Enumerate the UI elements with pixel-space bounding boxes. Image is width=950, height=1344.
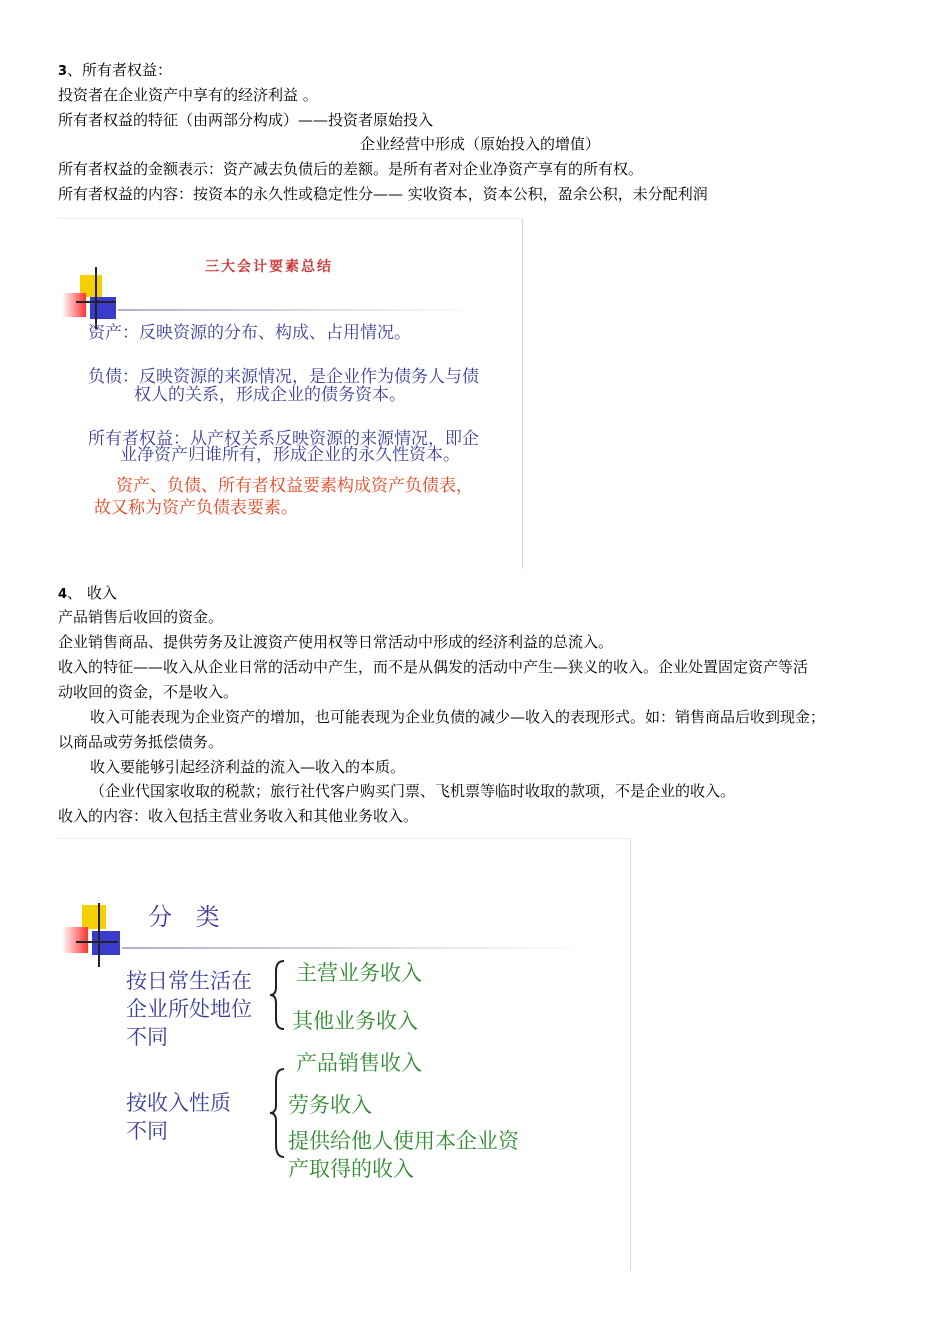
group1-label-line-2: 企业所处地位 [126,997,252,1021]
section3-number: 3 [58,64,68,79]
section4-line-7: 收入要能够引起经济利益的流入—收入的本质。 [90,758,406,776]
section3-line-4: 所有者权益的金额表示：资产减去负债后的差额。是所有者对企业净资产享有的所有权。 [58,160,644,178]
section4-line-1: 产品销售后收回的资金。 [58,608,224,626]
group1-label-line-1: 按日常生活在 [126,969,252,993]
group2-item-1: 产品销售收入 [296,1051,422,1075]
slide-title: 分 类 [148,903,228,931]
group2-label-line-2: 不同 [126,1119,168,1143]
section3-line-1: 投资者在企业资产中享有的经济利益 。 [58,86,318,104]
liability-text-1: 负债：反映资源的来源情况，是企业作为债务人与债 [88,367,479,387]
summary-text-1: 资产、负债、所有者权益要素构成资产负债表， [116,476,473,496]
slide-title-rule [122,947,592,949]
liability-text-2: 权人的关系，形成企业的债务资本。 [134,385,406,405]
section4-heading [58,583,117,605]
section3-heading [58,60,172,82]
section4-line-9: 收入的内容：收入包括主营业务收入和其他业务收入。 [58,807,419,825]
section3-line-5: 所有者权益的内容：按资本的永久性或稳定性分—— 实收资本，资本公积，盈余公积，未分配利润 [58,185,708,203]
equity-text-1: 所有者权益：从产权关系反映资源的来源情况，即企 [88,429,479,449]
slide-title-rule [118,309,478,311]
section3-line-3: 企业经营中形成（原始投入的增值） [360,135,601,153]
section4-line-3: 收入的特征——收入从企业日常的活动中产生，而不是从偶发的活动中产生—狭义的收入。企业处置固定资产等活 [58,658,809,676]
section3-title: 、所有者权益： [67,61,173,79]
slide-decoration-icon [62,905,126,969]
equity-text-2: 业净资产归谁所有，形成企业的永久性资本。 [120,445,460,465]
section4-number: 4 [58,587,68,602]
group1-brace-icon [268,959,288,1031]
section4-line-4: 动收回的资金，不是收入。 [58,683,239,701]
section4-line-6: 以商品或劳务抵偿债务。 [58,733,224,751]
group2-label-line-1: 按收入性质 [126,1091,231,1115]
slide-decoration-icon [62,267,122,327]
section4-title: 、 收入 [67,584,117,602]
group2-item-4: 产取得的收入 [288,1157,414,1181]
group2-brace-icon [268,1067,288,1159]
group1-item-1: 主营业务收入 [296,961,422,985]
group1-item-2: 其他业务收入 [292,1009,418,1033]
asset-text: 资产：反映资源的分布、构成、占用情况。 [88,323,411,343]
section3-line-2: 所有者权益的特征（由两部分构成）——投资者原始投入 [58,111,434,129]
slide-classification [58,838,631,1271]
group1-label [126,967,252,1051]
group2-label [126,1089,231,1145]
group1-label-line-3: 不同 [126,1025,168,1049]
summary-text-2: 故又称为资产负债表要素。 [94,498,298,518]
section4-line-2: 企业销售商品、提供劳务及让渡资产使用权等日常活动中形成的经济利益的总流入。 [58,633,614,651]
slide-summary [58,218,523,569]
group2-item-3: 提供给他人使用本企业资 [288,1129,519,1153]
group2-item-2: 劳务收入 [288,1093,372,1117]
slide-title: 三大会计要素总结 [205,259,333,275]
section4-line-8: （企业代国家收取的税款；旅行社代客户购买门票、飞机票等临时收取的款项，不是企业的收入。 [90,782,736,800]
section4-line-5: 收入可能表现为企业资产的增加，也可能表现为企业负债的减少—收入的表现形式。如：销售商品后收到现金； [90,708,826,726]
